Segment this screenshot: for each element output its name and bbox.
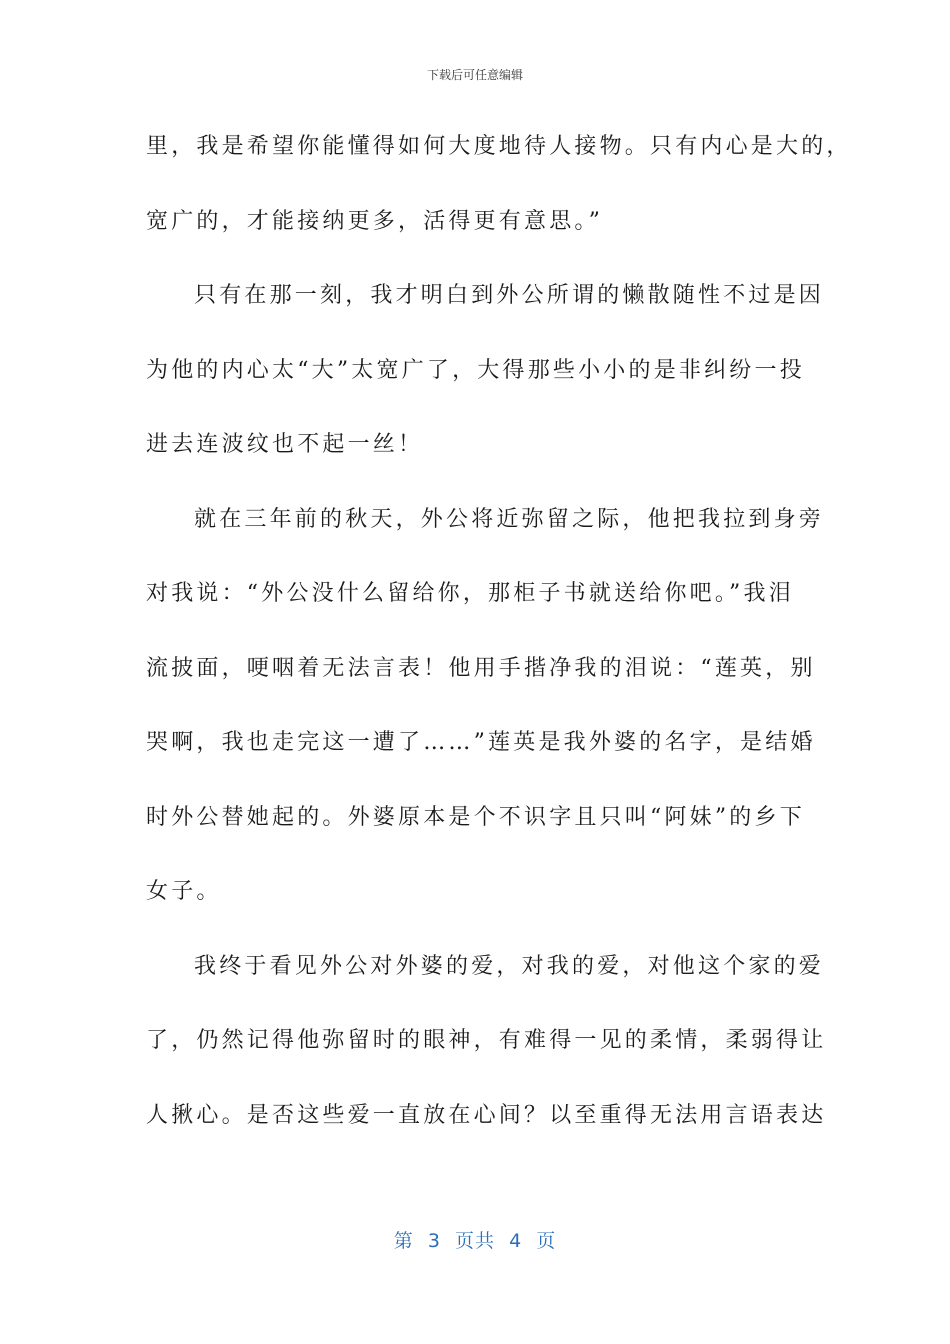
text-line: 为他的内心太“大”太宽广了，大得那些小小的是非纠纷一投 (146, 357, 805, 383)
text-line: 宽广的，才能接纳更多，活得更有意思。” (146, 208, 604, 234)
text-line: 哭啊，我也走完这一遭了……”莲英是我外婆的名字，是结婚 (146, 730, 816, 755)
text-line: 进去连波纹也不起一丝！ (146, 432, 424, 457)
text-line: 人揪心。是否这些爱一直放在心间？以至重得无法用言语表达 (146, 1102, 827, 1128)
page-number: 第 3 页共 4 页 (393, 1230, 557, 1252)
header-note: 下载后可任意编辑 (426, 68, 523, 82)
text-line: 流披面，哽咽着无法言表！他用手揩净我的泪说：“莲英，别 (146, 655, 816, 681)
document-body (146, 120, 852, 1163)
text-line: 就在三年前的秋天，外公将近弥留之际，他把我拉到身旁 (194, 506, 825, 532)
text-line: 对我说：“外公没什么留给你，那柜子书就送给你吧。”我泪 (146, 581, 794, 606)
text-line: 女子。 (146, 879, 222, 904)
text-line: 我终于看见外公对外婆的爱，对我的爱，对他这个家的爱 (194, 953, 825, 979)
text-line: 了，仍然记得他弥留时的眼神，有难得一见的柔情，柔弱得让 (146, 1028, 827, 1053)
text-line: 只有在那一刻，我才明白到外公所谓的懒散随性不过是因 (194, 283, 825, 308)
text-line: 时外公替她起的。外婆原本是个不识字且只叫“阿妹”的乡下 (146, 804, 805, 830)
text-line: 里，我是希望你能懂得如何大度地待人接物。只有内心是大的， (146, 134, 852, 159)
